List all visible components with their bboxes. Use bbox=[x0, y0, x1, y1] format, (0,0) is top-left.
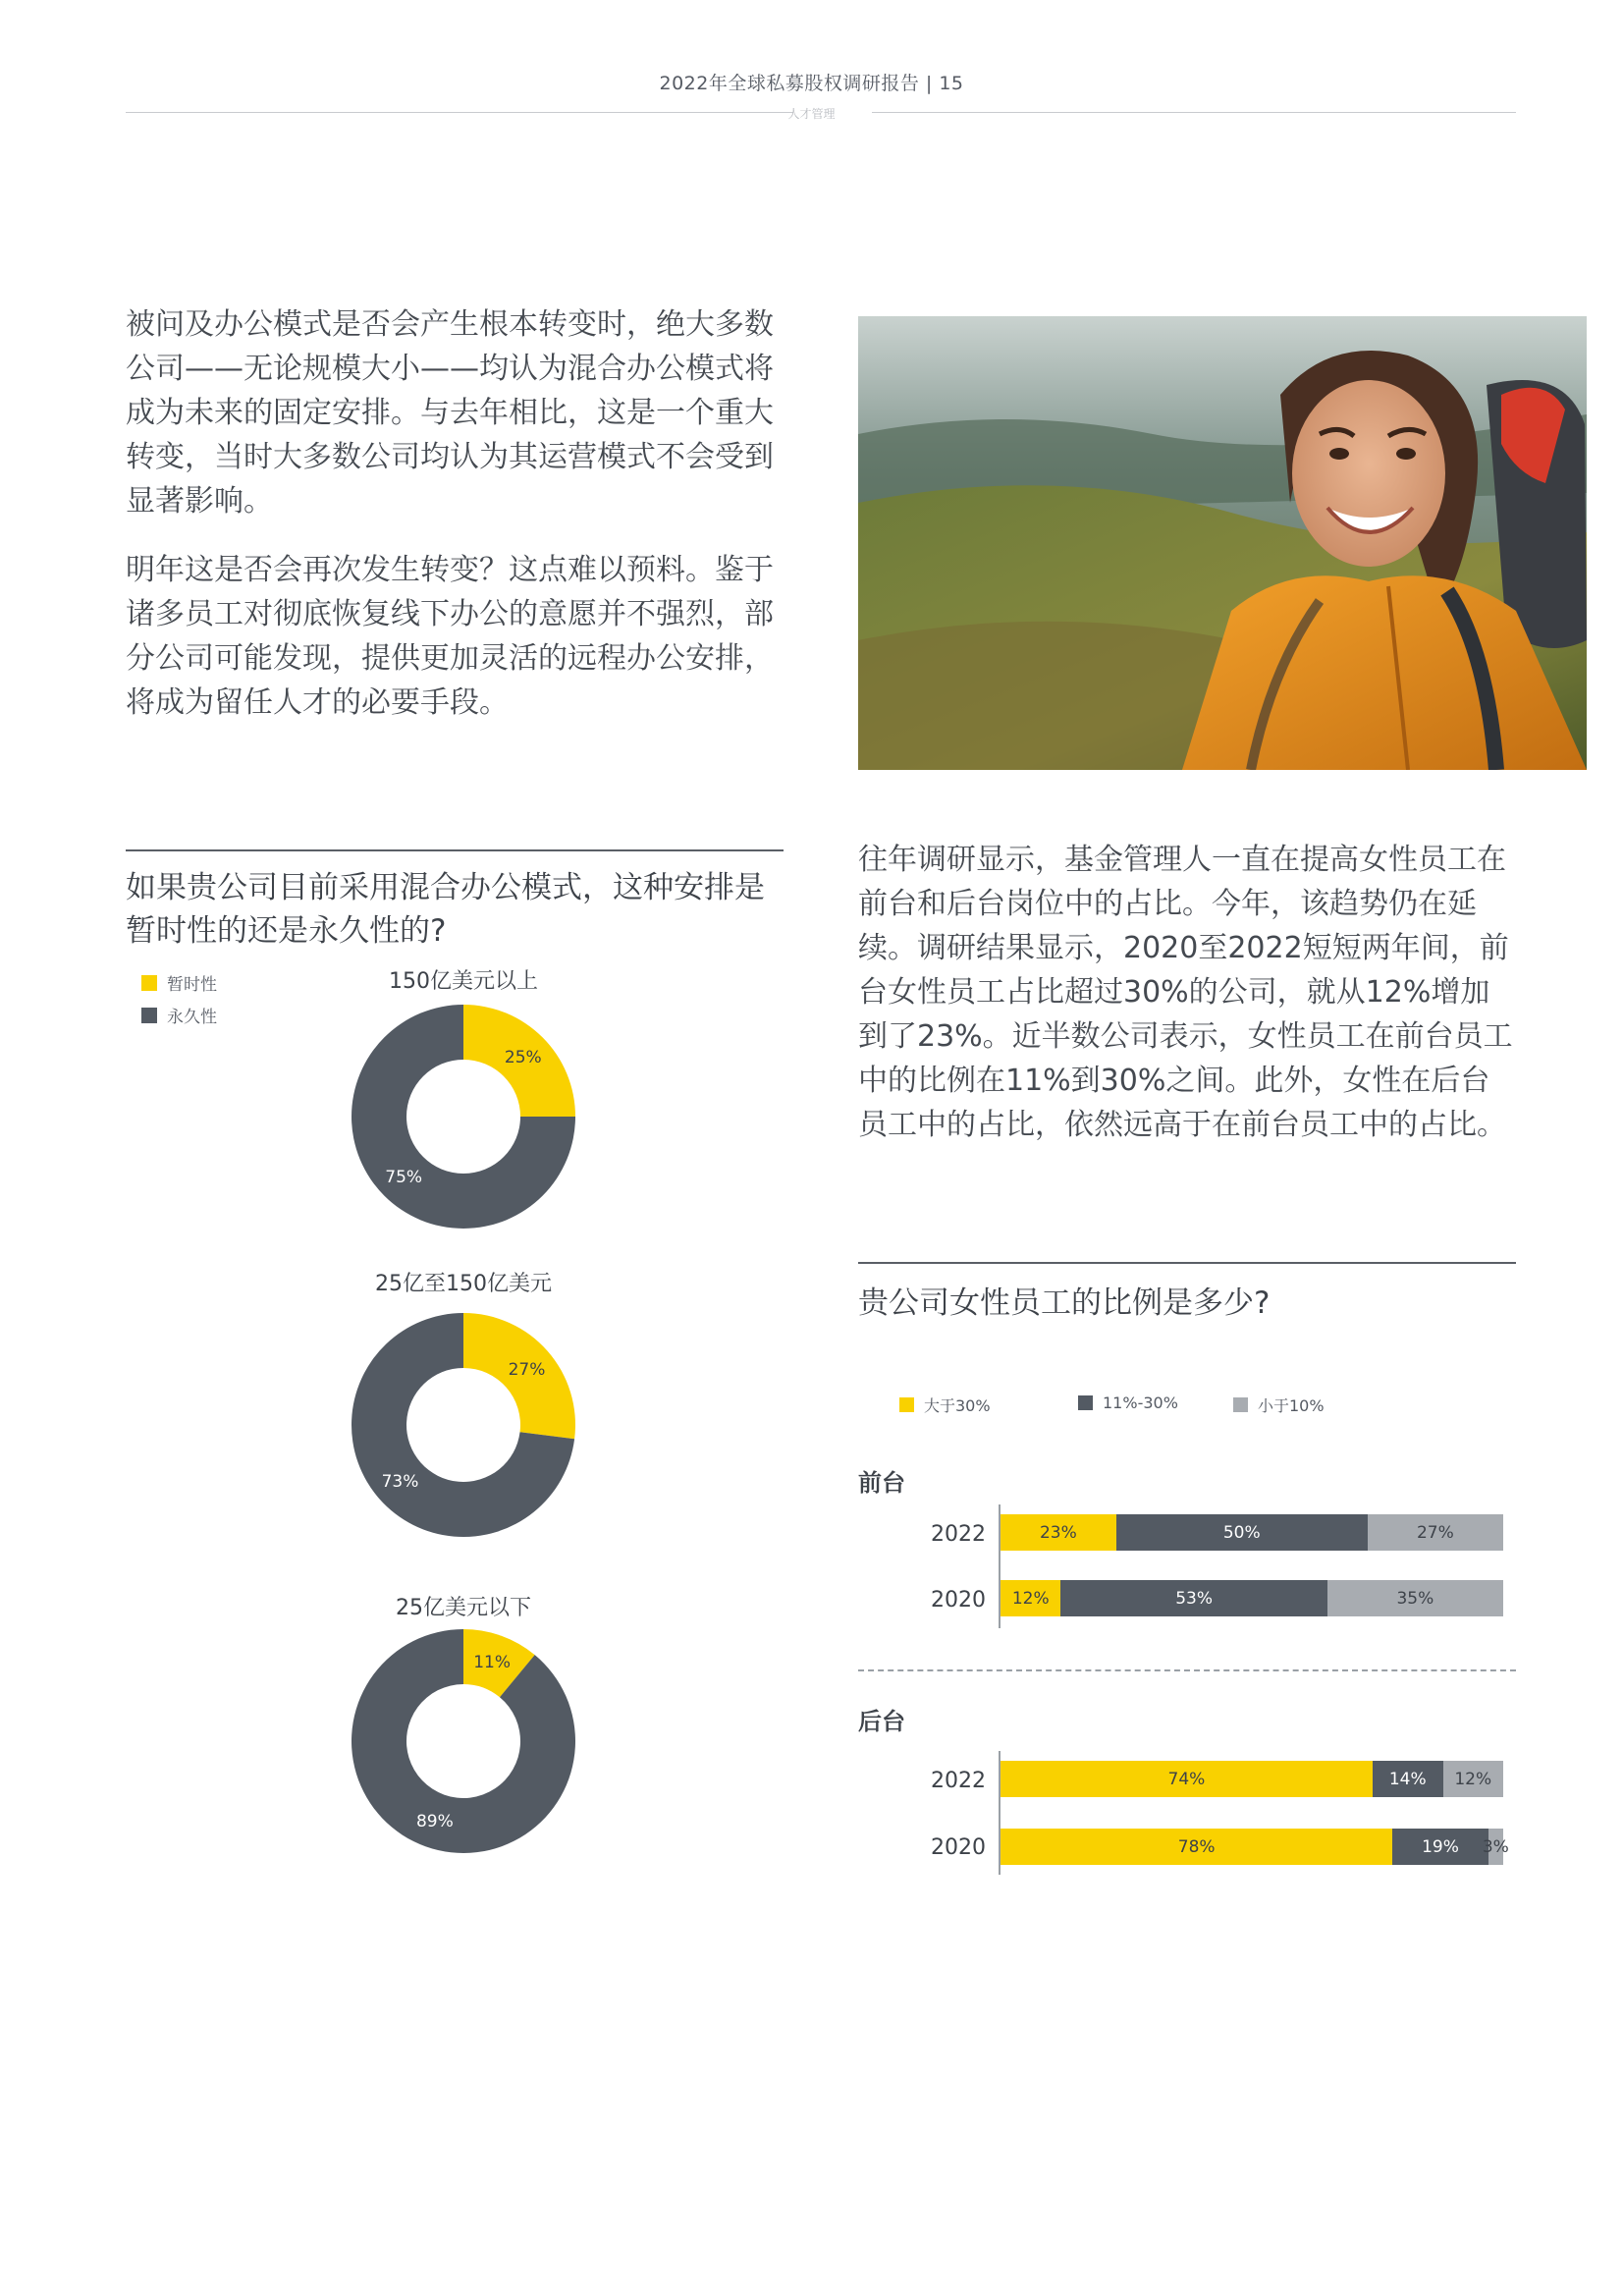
legend-swatch-light bbox=[1233, 1397, 1248, 1412]
donut-title: 25亿美元以下 bbox=[396, 1596, 531, 1620]
legend-11-30 bbox=[1078, 1394, 1178, 1412]
bar-segment-under-10 bbox=[1482, 1829, 1509, 1865]
section-label: 人才管理 bbox=[787, 107, 836, 121]
bar-value-label: 50% bbox=[1222, 1522, 1261, 1543]
bar-chart-question: 贵公司女性员工的比例是多少? bbox=[858, 1285, 1271, 1321]
bar-value-label: 74% bbox=[1167, 1769, 1206, 1789]
group-divider bbox=[858, 1669, 1516, 1671]
donut-value-label: 11% bbox=[473, 1653, 512, 1673]
donut-chart-small bbox=[351, 1628, 576, 1854]
group-label-front-office: 前台 bbox=[858, 1469, 905, 1497]
year-label: 2020 bbox=[931, 1835, 986, 1860]
stacked-bar bbox=[1001, 1580, 1503, 1616]
bar-value-label: 19% bbox=[1422, 1836, 1459, 1857]
legend-swatch-dark bbox=[141, 1008, 157, 1023]
bar-value-label: 12% bbox=[1454, 1769, 1492, 1789]
donut-chart-question: 如果贵公司目前采用混合办公模式，这种安排是暂时性的还是永久性的? bbox=[126, 870, 765, 949]
year-label: 2020 bbox=[931, 1588, 986, 1613]
bar-segment-under-10 bbox=[1327, 1580, 1503, 1616]
legend-swatch-yellow bbox=[141, 975, 157, 991]
women-paragraph: 往年调研显示，基金管理人一直在提高女性员工在前台和后台岗位中的占比。今年，该趋势仍在延续。调研结果显示，2020至2022短短两年间，前台女性员工占比超过30%的公司，就从12%增加到了23%。近半数公司表示，女性员工在前台员工中的比例在11%到30%之间。此外，女性在后台员工中的占比，依然远高于在前台员工中的占比。 bbox=[858, 843, 1513, 1142]
bar-segment-over-30 bbox=[1001, 1761, 1373, 1797]
year-label: 2022 bbox=[931, 1769, 986, 1793]
donut-value-label: 27% bbox=[508, 1360, 546, 1381]
bar-value-label: 14% bbox=[1388, 1769, 1427, 1789]
hiker-photo bbox=[858, 316, 1587, 770]
bar-value-label: 3% bbox=[1482, 1836, 1509, 1857]
bar-segment-11-30 bbox=[1060, 1580, 1326, 1616]
question2-rule bbox=[858, 1262, 1516, 1264]
donut-value-label: 75% bbox=[385, 1167, 423, 1187]
legend-swatch-yellow bbox=[899, 1397, 914, 1412]
legend-permanent bbox=[141, 1003, 217, 1027]
stacked-bar bbox=[1001, 1761, 1503, 1797]
legend-over-30 bbox=[899, 1394, 991, 1416]
page-header-title: 2022年全球私募股权调研报告 | 15 bbox=[659, 73, 964, 94]
donut-value-label: 73% bbox=[381, 1471, 419, 1492]
bar-value-label: 53% bbox=[1175, 1588, 1214, 1609]
legend-label: 11%-30% bbox=[1103, 1394, 1178, 1412]
bar-segment-over-30 bbox=[1001, 1514, 1116, 1551]
donut-slice-permanent bbox=[352, 1629, 575, 1853]
legend-swatch-dark bbox=[1078, 1395, 1093, 1410]
legend-label: 暂时性 bbox=[167, 975, 217, 995]
legend-temporary bbox=[141, 970, 217, 995]
donut-chart-mid bbox=[351, 1312, 576, 1538]
donut-chart-large bbox=[351, 1004, 576, 1230]
bar-segment-11-30 bbox=[1373, 1761, 1443, 1797]
bar-value-label: 23% bbox=[1039, 1522, 1077, 1543]
donut-title: 150亿美元以上 bbox=[389, 969, 538, 994]
bar-segment-11-30 bbox=[1116, 1514, 1368, 1551]
legend-label: 永久性 bbox=[167, 1008, 217, 1027]
bar-value-label: 78% bbox=[1177, 1836, 1216, 1857]
bar-value-label: 27% bbox=[1416, 1522, 1454, 1543]
bar-segment-over-30 bbox=[1001, 1580, 1060, 1616]
stacked-bar bbox=[1001, 1514, 1503, 1551]
legend-label: 小于10% bbox=[1258, 1396, 1325, 1415]
question1-rule bbox=[126, 849, 784, 851]
bar-segment-11-30 bbox=[1392, 1829, 1488, 1865]
bar-segment-under-10 bbox=[1368, 1514, 1503, 1551]
bar-value-label: 12% bbox=[1011, 1588, 1050, 1609]
donut-value-label: 89% bbox=[415, 1811, 454, 1831]
legend-under-10 bbox=[1233, 1394, 1325, 1416]
year-label: 2022 bbox=[931, 1522, 986, 1547]
donut-value-label: 25% bbox=[504, 1048, 542, 1068]
bar-value-label: 35% bbox=[1396, 1588, 1434, 1609]
bar-segment-over-30 bbox=[1001, 1829, 1392, 1865]
stacked-bar bbox=[1001, 1829, 1509, 1865]
legend-label: 大于30% bbox=[924, 1396, 991, 1415]
intro-paragraph-1: 被问及办公模式是否会产生根本转变时，绝大多数公司——无论规模大小——均认为混合办公模式将成为未来的固定安排。与去年相比，这是一个重大转变，当时大多数公司均认为其运营模式不会受到显著影响。 bbox=[126, 307, 774, 519]
intro-paragraph-2: 明年这是否会再次发生转变？这点难以预料。鉴于诸多员工对彻底恢复线下办公的意愿并不强烈，部分公司可能发现，提供更加灵活的远程办公安排，将成为留任人才的必要手段。 bbox=[126, 553, 774, 720]
group-label-back-office: 后台 bbox=[858, 1708, 905, 1735]
donut-title: 25亿至150亿美元 bbox=[375, 1272, 552, 1296]
bar-segment-under-10 bbox=[1443, 1761, 1503, 1797]
